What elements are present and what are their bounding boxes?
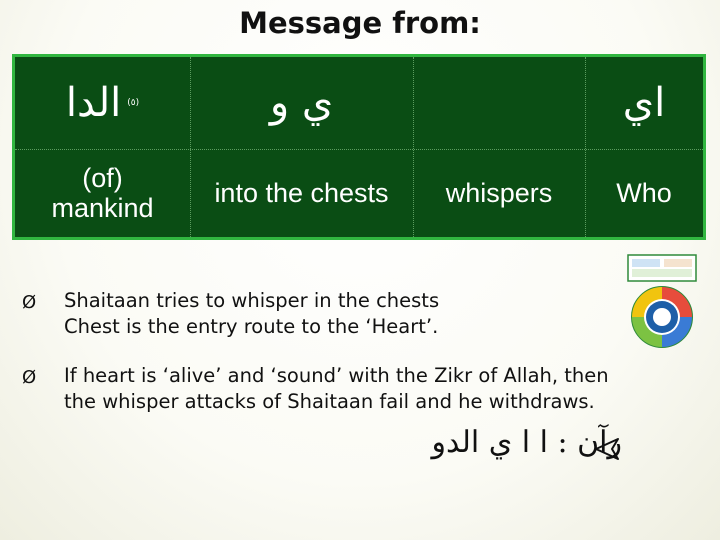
arabic-cell-chests: ي و (269, 80, 334, 126)
page-title: Message from: (239, 6, 481, 40)
english-cell-who: Who (616, 178, 672, 208)
bullet-line: If heart is ‘alive’ and ‘sound’ with the Zikr of Allah, then (64, 364, 609, 387)
bullet-line: the whisper attacks of Shaitaan fail and he withdraws. (64, 390, 595, 413)
bullet-line: Chest is the entry route to the ‘Heart’. (64, 315, 439, 338)
bullet-text-1 (64, 288, 439, 340)
bullet-line: Shaitaan tries to whisper in the chests (64, 289, 440, 312)
arrowhead-icon (592, 436, 620, 462)
arabic-cell-who: اي (622, 80, 666, 126)
bullet-arrow-icon: Ø (22, 292, 37, 313)
english-cell-chests: into the chests (214, 178, 389, 208)
english-cell-mankind: (of) mankind (51, 163, 154, 223)
quran-reference: رآن : ا ا ي الدو (431, 425, 622, 460)
verse-grid (15, 57, 703, 237)
verse-number: (٥) (127, 98, 140, 108)
arabic-cell-whispers (413, 57, 585, 149)
bullet-arrow-icon: Ø (22, 367, 37, 388)
arabic-word-mankind: الدا (65, 80, 122, 126)
verse-table (12, 54, 706, 240)
bullet-text-2 (64, 363, 609, 415)
emblem-logo (622, 253, 702, 353)
arabic-cell-mankind (15, 57, 190, 149)
english-cell-whispers: whispers (445, 178, 553, 208)
